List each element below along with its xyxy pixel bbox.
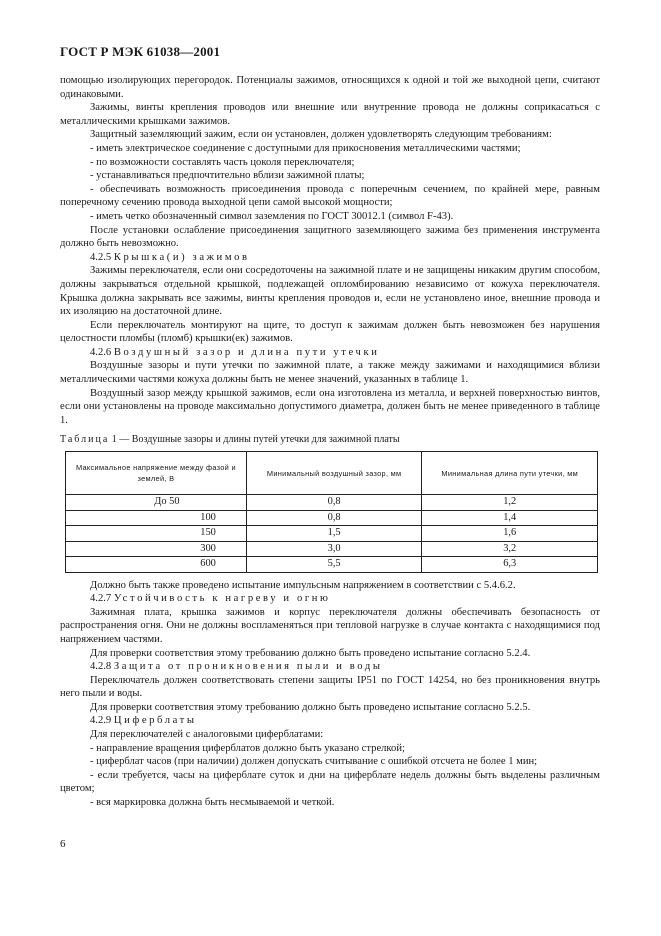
table-cell: 5,5 [246, 557, 422, 573]
table-row [66, 495, 598, 511]
table-cell: 1,2 [422, 495, 598, 511]
section-heading-4-2-8: 4.2.8 Защита от проникновения пыли и воды [90, 661, 383, 673]
table-header-row [66, 452, 598, 495]
table-row [66, 541, 598, 557]
table-cell: 0,8 [246, 510, 422, 526]
paragraph: Для проверки соответствия этому требованию должно быть проведено испытание согласно 5.2.4. [90, 647, 531, 659]
paragraph: Должно быть также проведено испытание импульсным напряжением в соответствии с 5.4.6.2. [90, 579, 516, 591]
table-cell: 3,2 [422, 541, 598, 557]
paragraph: Для проверки соответствия этому требованию должно быть проведено испытание согласно 5.2.5. [90, 701, 531, 713]
table-cell: 600 [66, 557, 247, 573]
table-header-cell: Максимальное напряжение между фазой и землей, В [66, 452, 247, 495]
table-cell: 1,4 [422, 510, 598, 526]
paragraph: Переключатель должен соответствовать степени защиты IP51 по ГОСТ 14254, но без проникновения внутрь него пыли и воды. [60, 674, 600, 700]
table-row [66, 557, 598, 573]
list-item: - иметь электрическое соединение с доступными для прикосновения металлическими частями; [90, 142, 521, 154]
table-cell: 300 [66, 541, 247, 557]
section-heading-4-2-7: 4.2.7 Устойчивость к нагреву и огню [90, 593, 331, 605]
table-cell: 100 [66, 510, 247, 526]
document-page [60, 44, 600, 810]
table-cell: 150 [66, 526, 247, 542]
list-item: - обеспечивать возможность присоединения провода с поперечным сечением, по крайней мере, равным поперечному сечению провода выходной цепи самой высокой мощности; [60, 183, 600, 209]
paragraph: Зажимная плата, крышка зажимов и корпус переключателя должны обеспечивать безопасность от распространения огня. Они не должны воспламеняться при тепловой нагрузке в случае контакта с находящимися под напряжением частями. [60, 606, 600, 645]
table-cell: До 50 [66, 495, 247, 511]
paragraph: Воздушный зазор между крышкой зажимов, если она изготовлена из металла, и верхней поверхностью винтов, если они установлены на проводе максимально допустимого диаметра, должен быть не менее приведенного в таблице 1. [60, 387, 600, 426]
document-header: ГОСТ Р МЭК 61038—2001 [60, 44, 221, 59]
table-caption: Таблица 1 — Воздушные зазоры и длины путей утечки для зажимной платы [60, 434, 400, 446]
section-heading-4-2-9: 4.2.9 Циферблаты [90, 715, 197, 727]
section-heading-4-2-6: 4.2.6 Воздушный зазор и длина пути утечки [90, 346, 380, 358]
list-item: - иметь четко обозначенный символ заземления по ГОСТ 30012.1 (символ F-43). [90, 210, 454, 222]
paragraph: помощью изолирующих перегородок. Потенциалы зажимов, относящихся к одной и той же выходной цепи, считают одинаковыми. [60, 75, 600, 100]
table-cell: 0,8 [246, 495, 422, 511]
section-heading-4-2-5: 4.2.5 Крышка(и) зажимов [90, 251, 250, 263]
list-item: - направление вращения циферблатов должно быть указано стрелкой; [90, 742, 405, 754]
table-cell: 1,5 [246, 526, 422, 542]
paragraph: Защитный заземляющий зажим, если он установлен, должен удовлетворять следующим требованиям: [90, 129, 552, 141]
table-header-cell: Минимальный воздушный зазор, мм [246, 452, 422, 495]
page-number: 6 [60, 838, 66, 850]
table-row [66, 510, 598, 526]
list-item: - если требуется, часы на циферблате суток и дни на циферблате недель должны быть выделены различным цветом; [60, 769, 600, 795]
list-item: - вся маркировка должна быть несмываемой и четкой. [90, 797, 335, 809]
list-item: - по возможности составлять часть цоколя переключателя; [90, 156, 355, 168]
paragraph: Если переключатель монтируют на щите, то доступ к зажимам должен быть невозможен без нарушения целостности пломбы (пломб) крышки(ек) зажимов. [60, 319, 600, 345]
paragraph: Зажимы, винты крепления проводов или внешние или внутренние провода не должны соприкасаться с металлическими крышками зажимов. [60, 102, 600, 127]
table-cell: 1,6 [422, 526, 598, 542]
table-header-cell: Минимальная длина пути утечки, мм [422, 452, 598, 495]
table-row [66, 526, 598, 542]
clearance-table [65, 451, 598, 573]
list-item: - циферблат часов (при наличии) должен допускать считывание с ошибкой отсчета не более 1 мин; [90, 756, 538, 768]
paragraph: Для переключателей с аналоговыми циферблатами: [90, 729, 324, 741]
paragraph: Воздушные зазоры и пути утечки по зажимной плате, а также между зажимами и находящимися вблизи металлическими частями кожуха должны быть не менее значений, указанных в таблице 1. [60, 360, 600, 386]
list-item: - устанавливаться предпочтительно вблизи зажимной платы; [90, 170, 365, 182]
paragraph: Зажимы переключателя, если они сосредоточены на зажимной плате и не защищены никаким другим способом, должны закрываться отдельной крышкой, подлежащей опломбированию независимо от кожуха переключателя. Крышка должна закрывать все зажимы, винты крепления проводов и, если не установлено иное, внешние провода и их изоляцию на достаточной длине. [60, 265, 600, 318]
paragraph: После установки ослабление присоединения защитного заземляющего зажима без применения инструмента должно быть невозможно. [60, 224, 600, 250]
table-cell: 6,3 [422, 557, 598, 573]
table-cell: 3,0 [246, 541, 422, 557]
